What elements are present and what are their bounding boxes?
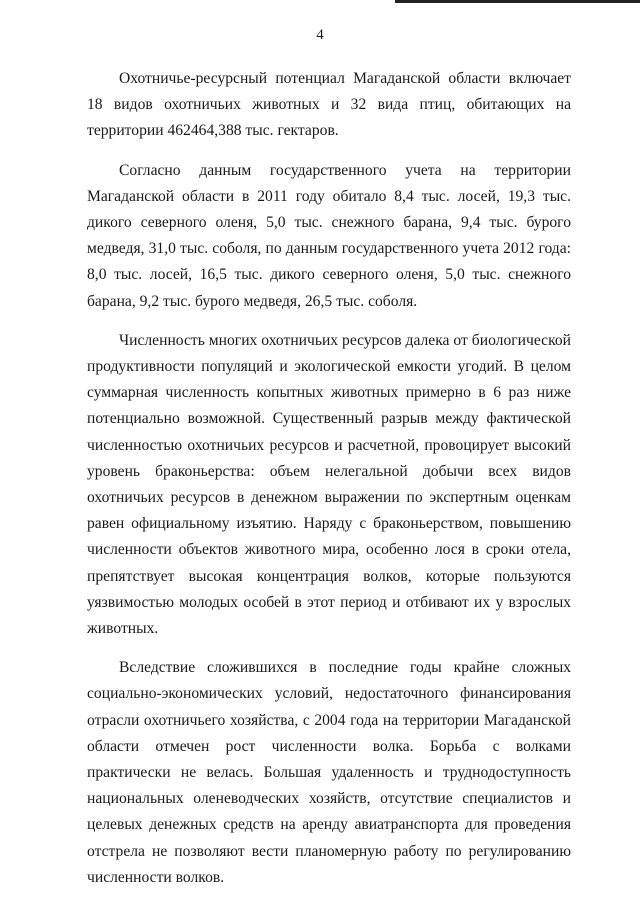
- paragraph-hunting-potential: Охотничье-ресурсный потенциал Магаданской области включает 18 видов охотничьих животных и 32 вида птиц, обитающих на территории 462464,388 тыс. гектаров.: [87, 70, 571, 140]
- scan-edge-line: [395, 0, 640, 3]
- page-number: 4: [316, 27, 324, 43]
- paragraph-population-poaching: Численность многих охотничьих ресурсов далека от биологической продуктивности популяций и экологической емкости угодий. В целом суммарная численность копытных животных примерно в 6 раз ниже потенциально возможной. Существенный разрыв между фактической численностью охотничьих ресурсов и расчетной, провоцирует высокий уровень браконьерства: объем нелегальной добычи всех видов охотничьих ресурсов в денежном выражении по экспертным оценкам равен официальному изъятию. Наряду с браконьерством, повышению численности объектов животного мира, особенно лося в сроки отела, препятствует высокая концентрация волков, которые пользуются уязвимостью молодых особей в этот период и отбивают их у взрослых животных.: [87, 331, 571, 638]
- document-body: [87, 66, 571, 904]
- paragraph-state-census: Согласно данным государственного учета на территории Магаданской области в 2011 году обитало 8,4 тыс. лосей, 19,3 тыс. дикого северного оленя, 5,0 тыс. снежного барана, 9,4 тыс. бурого медведя, 31,0 тыс. соболя, по данным государственного учета 2012 года: 8,0 тыс. лосей, 16,5 тыс. дикого северного оленя, 5,0 тыс. снежного барана, 9,2 тыс. бурого медведя, 26,5 тыс. соболя.: [87, 161, 571, 310]
- paragraph-wolf-growth: Вследствие сложившихся в последние годы крайне сложных социально-экономических условий, недостаточного финансирования отрасли охотничьего хозяйства, с 2004 года на территории Магаданской области отмечен рост численности волка. Борьба с волками практически не велась. Большая удаленность и труднодоступность национальных оленеводческих хозяйств, отсутствие специалистов и целевых денежных средств на аренду авиатранспорта для проведения отстрела не позволяют вести планомерную работу по регулированию численности волков.: [87, 659, 571, 886]
